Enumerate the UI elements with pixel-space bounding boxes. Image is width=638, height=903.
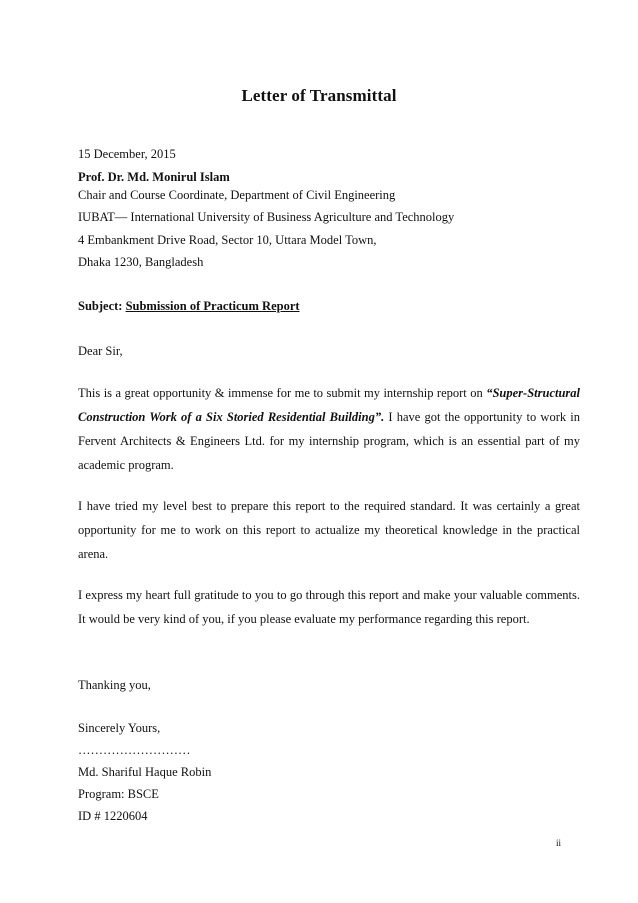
- sender-name: Md. Shariful Haque Robin: [78, 765, 212, 779]
- closing-line: Sincerely Yours,: [78, 721, 161, 735]
- subject-line: [78, 299, 300, 314]
- subject-text: Submission of Practicum Report: [125, 299, 300, 313]
- thanks-line: Thanking you,: [78, 678, 151, 692]
- letter-date: 15 December, 2015: [78, 147, 176, 161]
- letter-title: Letter of Transmittal: [241, 86, 397, 105]
- recipient-position: Chair and Course Coordinate, Department of Civil Engineering: [78, 188, 396, 202]
- paragraph-1: [78, 381, 580, 477]
- paragraph-2: I have tried my level best to prepare this report to the required standard. It was certainly a great opportunity for me to work on this report to actualize my theoretical knowledge in the practical arena.: [78, 499, 580, 561]
- recipient-address-line1: 4 Embankment Drive Road, Sector 10, Uttara Model Town,: [78, 233, 377, 247]
- paragraph-3: I express my heart full gratitude to you to go through this report and make your valuable comments. It would be very kind of you, if you please evaluate my performance regarding this report.: [78, 588, 580, 626]
- report-title-emphasis: “Super-Structural Construction Work of a Six Storied Residential Building”.: [78, 386, 580, 424]
- paragraph-1-after: I have got the opportunity to work in Fervent Architects & Engineers Ltd. for my internship program, which is an essential part of my academic program.: [78, 410, 580, 472]
- sender-id: ID # 1220604: [78, 809, 148, 823]
- paragraph-1-before: This is a great opportunity & immense for me to submit my internship report on: [78, 386, 487, 400]
- recipient-address-line2: Dhaka 1230, Bangladesh: [78, 255, 204, 269]
- subject-label: Subject:: [78, 299, 123, 313]
- recipient-name: Prof. Dr. Md. Monirul Islam: [78, 170, 230, 184]
- sender-program: Program: BSCE: [78, 787, 159, 801]
- recipient-institution: IUBAT— International University of Business Agriculture and Technology: [78, 210, 455, 224]
- signature-line: ………………………: [78, 743, 191, 757]
- page-number: ii: [556, 838, 562, 848]
- salutation: Dear Sir,: [78, 344, 123, 358]
